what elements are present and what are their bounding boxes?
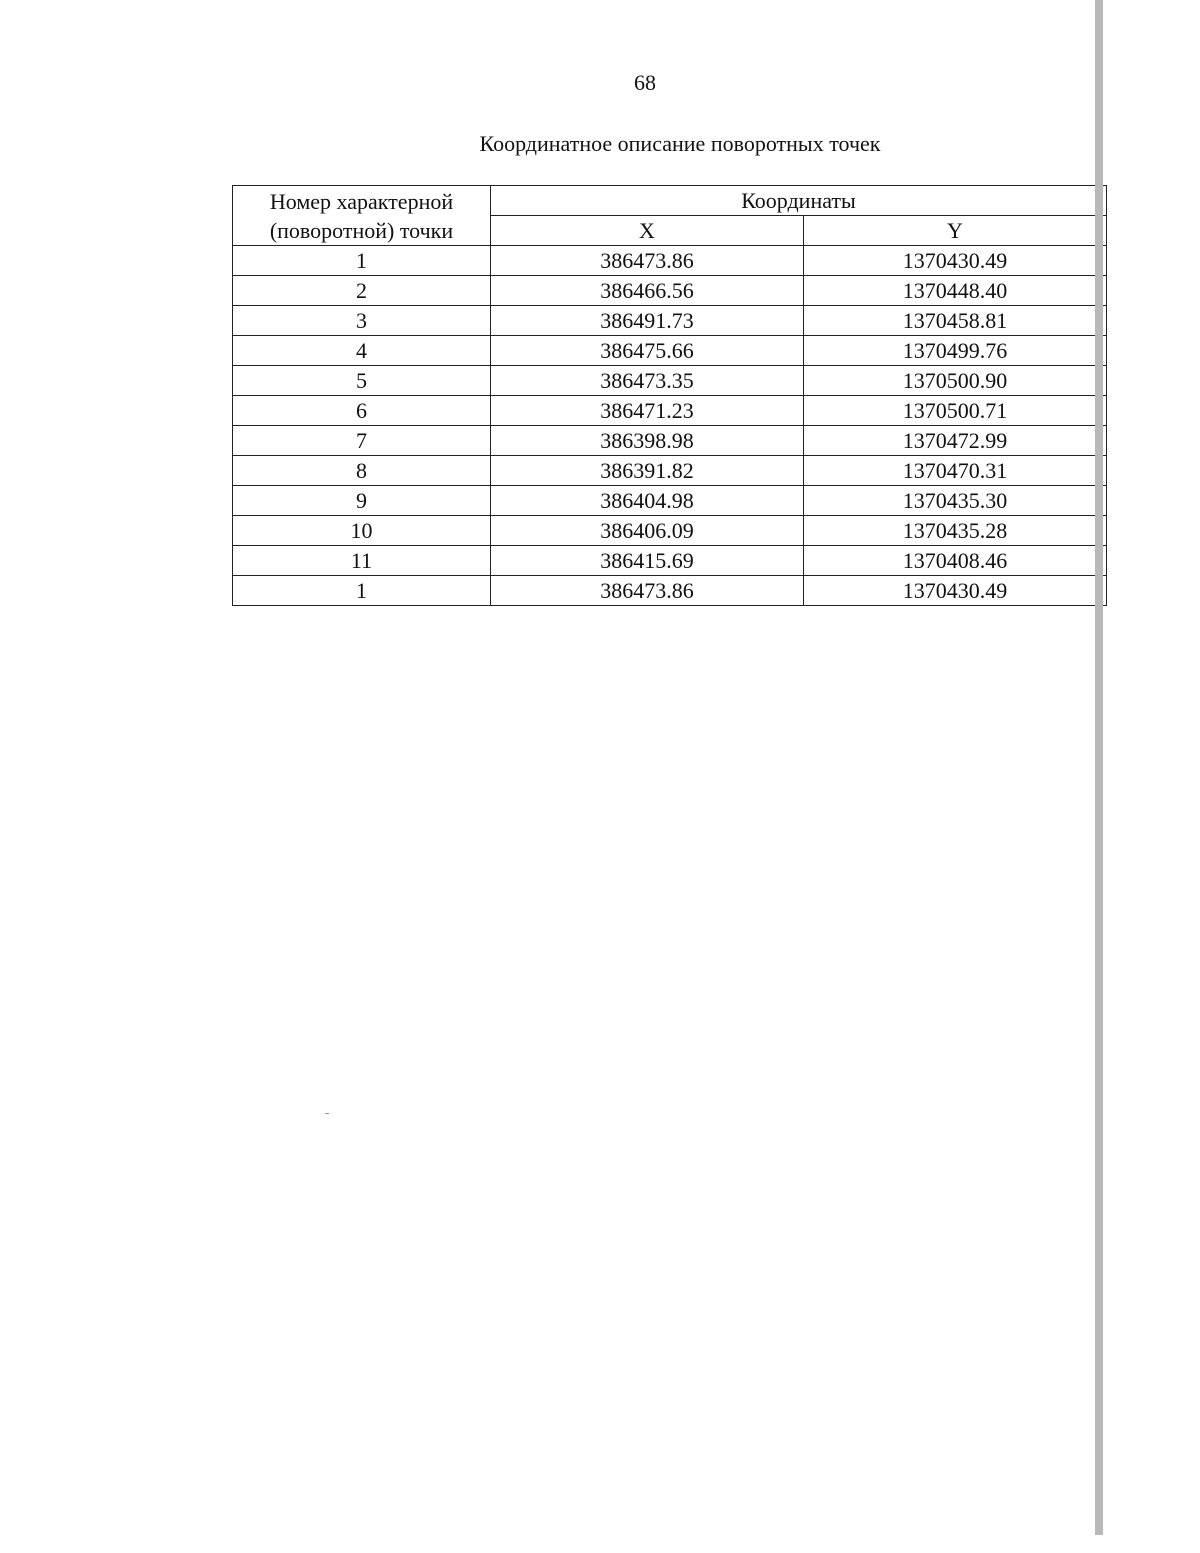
table-row — [233, 396, 1107, 426]
cell-point: 6 — [233, 396, 491, 426]
header-point-number: Номер характерной (поворотной) точки — [233, 186, 491, 246]
table-row — [233, 426, 1107, 456]
cell-point: 5 — [233, 366, 491, 396]
cell-point: 1 — [233, 576, 491, 606]
cell-y: 1370448.40 — [804, 276, 1107, 306]
cell-y: 1370472.99 — [804, 426, 1107, 456]
cell-point: 3 — [233, 306, 491, 336]
cell-y: 1370500.90 — [804, 366, 1107, 396]
table-row — [233, 546, 1107, 576]
cell-y: 1370470.31 — [804, 456, 1107, 486]
table-row — [233, 246, 1107, 276]
cell-x: 386473.86 — [491, 246, 804, 276]
cell-x: 386415.69 — [491, 546, 804, 576]
cell-point: 7 — [233, 426, 491, 456]
cell-x: 386475.66 — [491, 336, 804, 366]
table-header-row — [233, 186, 1107, 216]
cell-y: 1370430.49 — [804, 246, 1107, 276]
page-title: Координатное описание поворотных точек — [479, 131, 881, 156]
cell-y: 1370458.81 — [804, 306, 1107, 336]
table-row — [233, 306, 1107, 336]
header-coordinates: Координаты — [491, 186, 1107, 216]
cell-point: 10 — [233, 516, 491, 546]
cell-x: 386391.82 — [491, 456, 804, 486]
cell-x: 386471.23 — [491, 396, 804, 426]
cell-point: 4 — [233, 336, 491, 366]
coordinates-table — [232, 185, 1107, 606]
cell-point: 8 — [233, 456, 491, 486]
cell-y: 1370499.76 — [804, 336, 1107, 366]
cell-y: 1370500.71 — [804, 396, 1107, 426]
cell-x: 386473.86 — [491, 576, 804, 606]
table-row — [233, 336, 1107, 366]
header-x: X — [491, 216, 804, 246]
cell-x: 386473.35 — [491, 366, 804, 396]
table-row — [233, 516, 1107, 546]
cell-y: 1370430.49 — [804, 576, 1107, 606]
table-row — [233, 576, 1107, 606]
scan-artifact — [325, 1113, 329, 1114]
scan-edge-bar — [1095, 0, 1103, 1535]
cell-point: 11 — [233, 546, 491, 576]
cell-y: 1370435.28 — [804, 516, 1107, 546]
cell-y: 1370408.46 — [804, 546, 1107, 576]
table-row — [233, 486, 1107, 516]
table-row — [233, 456, 1107, 486]
cell-x: 386406.09 — [491, 516, 804, 546]
header-y: Y — [804, 216, 1107, 246]
page-number: 68 — [634, 70, 656, 95]
cell-x: 386404.98 — [491, 486, 804, 516]
cell-point: 2 — [233, 276, 491, 306]
table-row — [233, 366, 1107, 396]
cell-x: 386491.73 — [491, 306, 804, 336]
cell-x: 386466.56 — [491, 276, 804, 306]
cell-point: 1 — [233, 246, 491, 276]
cell-point: 9 — [233, 486, 491, 516]
cell-y: 1370435.30 — [804, 486, 1107, 516]
table-row — [233, 276, 1107, 306]
cell-x: 386398.98 — [491, 426, 804, 456]
